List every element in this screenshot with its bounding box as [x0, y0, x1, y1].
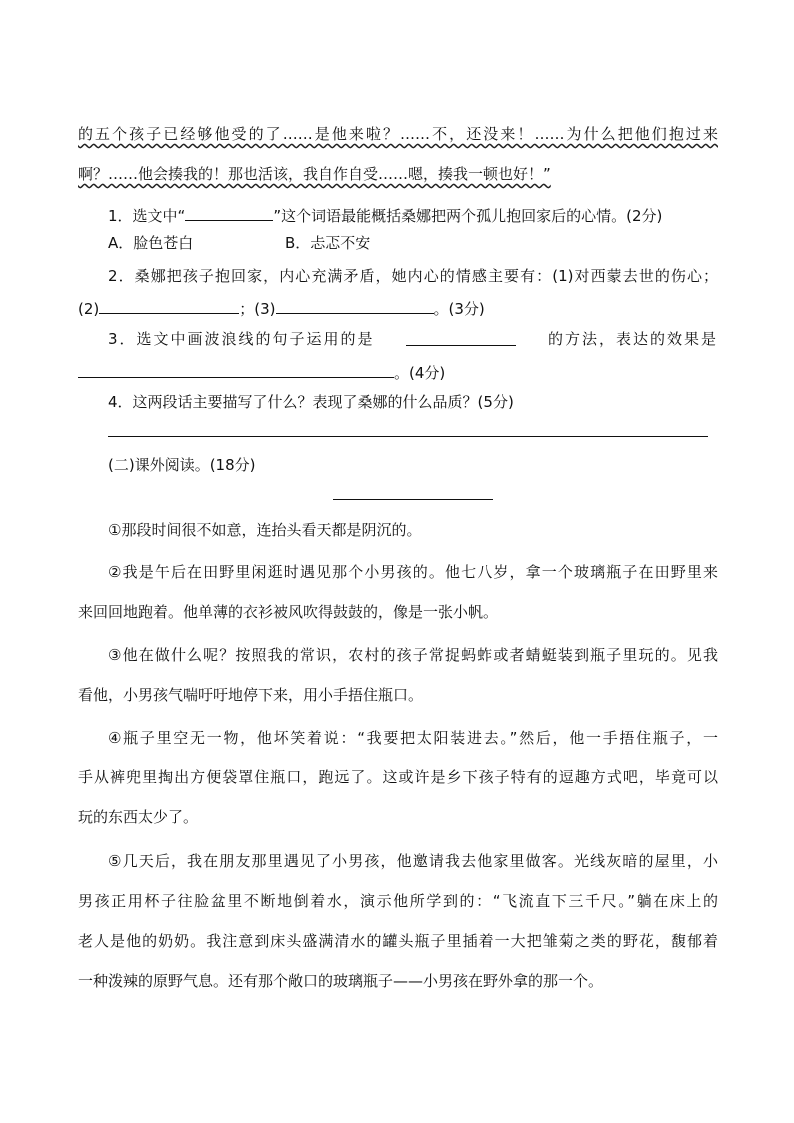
question-3-blank-1[interactable]: [406, 329, 516, 346]
paragraph-5-line-2: 男孩正用杯子往脸盆里不断地倒着水，演示他所学到的：“飞流直下三千尺。”躺在床上的: [78, 892, 718, 910]
paragraph-5-line-4: 一种泼辣的原野气息。还有那个敞口的玻璃瓶子——小男孩在野外拿的那一个。: [78, 972, 604, 990]
paragraph-3-line-2: 看他，小男孩气喘吁吁地停下来，用小手捂住瓶口。: [78, 686, 424, 704]
question-3-end: 。(4分): [394, 364, 446, 382]
passage-line-1: 的五个孩子已经够他受的了……是他来啦？……不，还没来！……为什么把他们抱过来: [78, 125, 718, 143]
question-4: 4．这两段话主要描写了什么？表现了桑娜的什么品质？(5分): [108, 393, 514, 411]
question-3-after: 的方法，表达的效果是: [547, 330, 718, 348]
question-3-line-2: [78, 361, 445, 383]
question-2-blank-2[interactable]: [99, 297, 239, 314]
paragraph-2-line-1: ②我是午后在田野里闲逛时遇见那个小男孩的。他七八岁，拿一个玻璃瓶子在田野里来: [108, 563, 718, 581]
paragraph-4-line-2: 手从裤兜里掏出方便袋罩住瓶口，跑远了。这或许是乡下孩子特有的逗趣方式吧，毕竟可以: [78, 768, 718, 786]
question-3-line-1: [108, 329, 718, 349]
paragraph-5-line-3: 老人是他的奶奶。我注意到床头盛满清水的罐头瓶子里插着一大把雏菊之类的野花，馥郁着: [78, 932, 718, 950]
question-3-before: 3．选文中画波浪线的句子运用的是: [108, 330, 375, 348]
paragraph-2-line-2: 来回回地跑着。他单薄的衣衫被风吹得鼓鼓的，像是一张小帆。: [78, 603, 499, 621]
paragraph-4-line-1: ④瓶子里空无一物，他坏笑着说：“我要把太阳装进去。”然后，他一手捂住瓶子，一: [108, 729, 718, 747]
question-1-after: ”这个词语最能概括桑娜把两个孤儿抱回家后的心情。(2分): [273, 207, 663, 225]
question-2-blank-3[interactable]: [276, 297, 434, 314]
question-1-option-a: A．脸色苍白: [108, 234, 194, 252]
question-2-label-2: (2): [78, 300, 100, 318]
question-2-line-2: [78, 297, 485, 319]
passage-line-2: 啊？……他会揍我的！那也活该，我自作自受……嗯，揍我一顿也好！”: [78, 165, 551, 183]
title-blank[interactable]: [333, 499, 493, 500]
paragraph-3-line-1: ③他在做什么呢？按照我的常识，农村的孩子常捉蚂蚱或者蜻蜓装到瓶子里玩的。见我: [108, 646, 718, 664]
question-1-option-b: B．忐忑不安: [285, 234, 371, 252]
answer-line-q4[interactable]: [108, 436, 708, 437]
paragraph-4-line-3: 玩的东西太少了。: [78, 808, 199, 826]
question-2-line-1: 2．桑娜把孩子抱回家，内心充满矛盾，她内心的情感主要有：(1)对西蒙去世的伤心；: [108, 267, 718, 285]
question-2-end: 。(3分): [433, 300, 485, 318]
question-1-blank[interactable]: [185, 204, 273, 221]
paragraph-1: ①那段时间很不如意，连抬头看天都是阴沉的。: [108, 521, 422, 539]
question-3-blank-2[interactable]: [78, 361, 394, 378]
paragraph-5-line-1: ⑤几天后，我在朋友那里遇见了小男孩，他邀请我去他家里做客。光线灰暗的屋里，小: [108, 852, 718, 870]
question-1-before: 1．选文中“: [108, 207, 186, 225]
section-2-heading: (二)课外阅读。(18分): [108, 456, 256, 474]
question-1: [108, 204, 662, 226]
question-2-separator: ；(3): [239, 300, 276, 318]
